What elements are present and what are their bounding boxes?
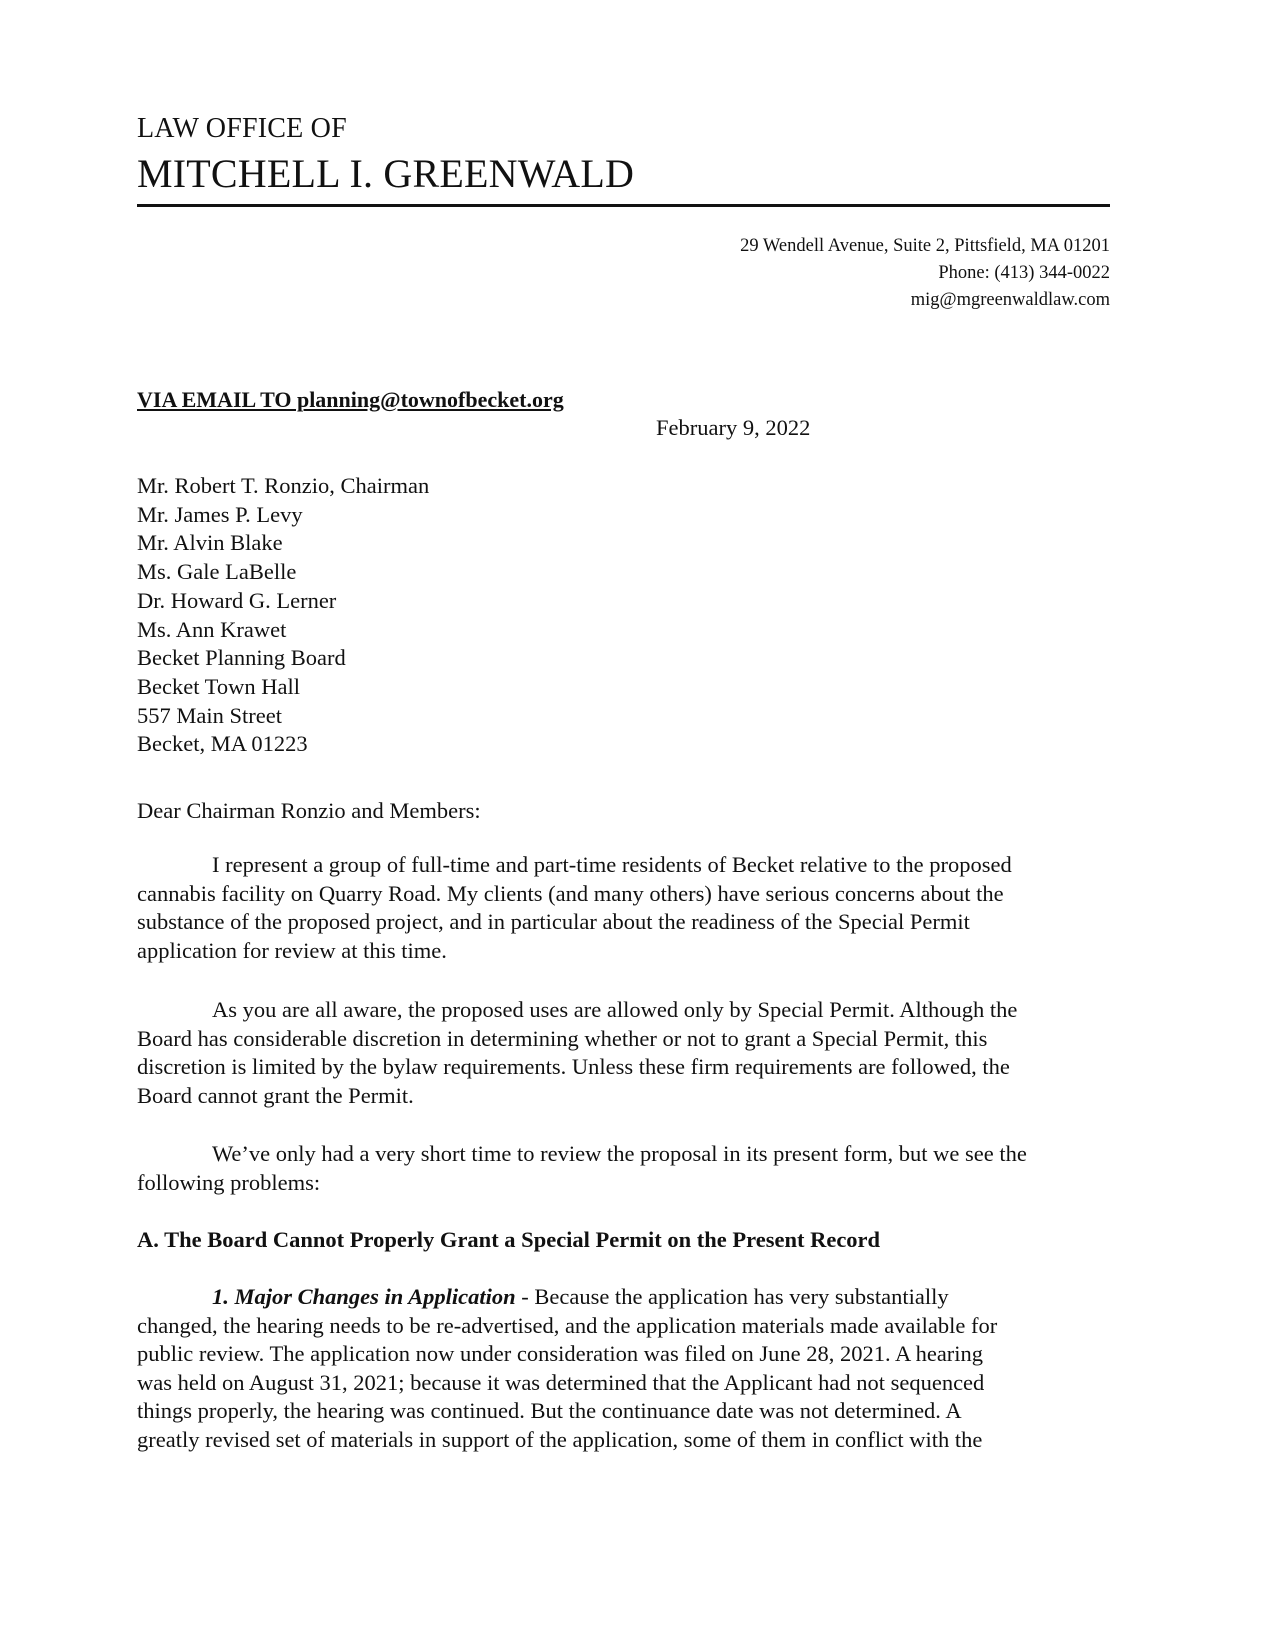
recipient-line: Becket, MA 01223: [137, 731, 308, 757]
address-phone: Phone: (413) 344-0022: [938, 263, 1110, 283]
delivery-line: VIA EMAIL TO planning@townofbecket.org: [137, 387, 564, 412]
paragraph-line: greatly revised set of materials in support of the application, some of them in conflict with the: [137, 1426, 983, 1452]
paragraph-line: changed, the hearing needs to be re-advertised, and the application materials made available for: [137, 1312, 998, 1338]
item-title: 1. Major Changes in Application: [212, 1284, 516, 1309]
paragraph-special-permit: [137, 996, 1017, 1110]
paragraph-line: was held on August 31, 2021; because it was determined that the Applicant had not sequenced: [137, 1369, 985, 1395]
recipient-line: Ms. Ann Krawet: [137, 616, 287, 642]
recipient-line: Mr. Alvin Blake: [137, 530, 283, 556]
section-heading: A. The Board Cannot Properly Grant a Special Permit on the Present Record: [137, 1227, 881, 1252]
recipient-line: Mr. James P. Levy: [137, 501, 303, 527]
paragraph-line: Board cannot grant the Permit.: [137, 1082, 414, 1108]
recipient-line: Becket Town Hall: [137, 673, 300, 699]
paragraph-line: Board has considerable discretion in determining whether or not to grant a Special Permit, this: [137, 1025, 988, 1051]
paragraph-line: following problems:: [137, 1169, 321, 1195]
recipient-line: Ms. Gale LaBelle: [137, 559, 297, 585]
letterhead-rule: [137, 204, 1110, 207]
paragraph-line: things properly, the hearing was continued. But the continuance date was not determined. A: [137, 1398, 962, 1424]
paragraph-line: public review. The application now under consideration was filed on June 28, 2021. A hearing: [137, 1341, 984, 1367]
letter-date: February 9, 2022: [656, 415, 811, 440]
paragraph-line: substance of the proposed project, and in particular about the readiness of the Special Permit: [137, 909, 970, 935]
paragraph-line: discretion is limited by the bylaw requirements. Unless these firm requirements are followed, the: [137, 1054, 1010, 1080]
recipient-block: [137, 472, 429, 759]
paragraph-line: I represent a group of full-time and part-time residents of Becket relative to the proposed: [212, 852, 1012, 877]
paragraph-item-1: [137, 1283, 997, 1455]
paragraph-line: [137, 1283, 997, 1312]
recipient-line: Becket Planning Board: [137, 645, 346, 671]
letterhead-firm-name: MITCHELL I. GREENWALD: [137, 151, 635, 196]
letterhead-line-1: LAW OFFICE OF: [137, 113, 347, 144]
recipient-line: 557 Main Street: [137, 702, 282, 728]
recipient-line: Dr. Howard G. Lerner: [137, 587, 337, 613]
item-first-line: - Because the application has very substantially: [515, 1284, 949, 1309]
recipient-line: Mr. Robert T. Ronzio, Chairman: [137, 473, 430, 498]
paragraph-line: We’ve only had a very short time to review the proposal in its present form, but we see the: [212, 1141, 1027, 1166]
paragraph-line: As you are all aware, the proposed uses are allowed only by Special Permit. Although the: [212, 997, 1018, 1022]
address-street: 29 Wendell Avenue, Suite 2, Pittsfield, MA 01201: [740, 236, 1110, 256]
paragraph-line: cannabis facility on Quarry Road. My clients (and many others) have serious concerns about the: [137, 880, 1004, 906]
address-email: mig@mgreenwaldlaw.com: [910, 290, 1110, 310]
paragraph-intro: [137, 851, 1012, 965]
paragraph-line: application for review at this time.: [137, 937, 447, 963]
salutation: Dear Chairman Ronzio and Members:: [137, 798, 481, 823]
paragraph-problems: [137, 1140, 1027, 1197]
